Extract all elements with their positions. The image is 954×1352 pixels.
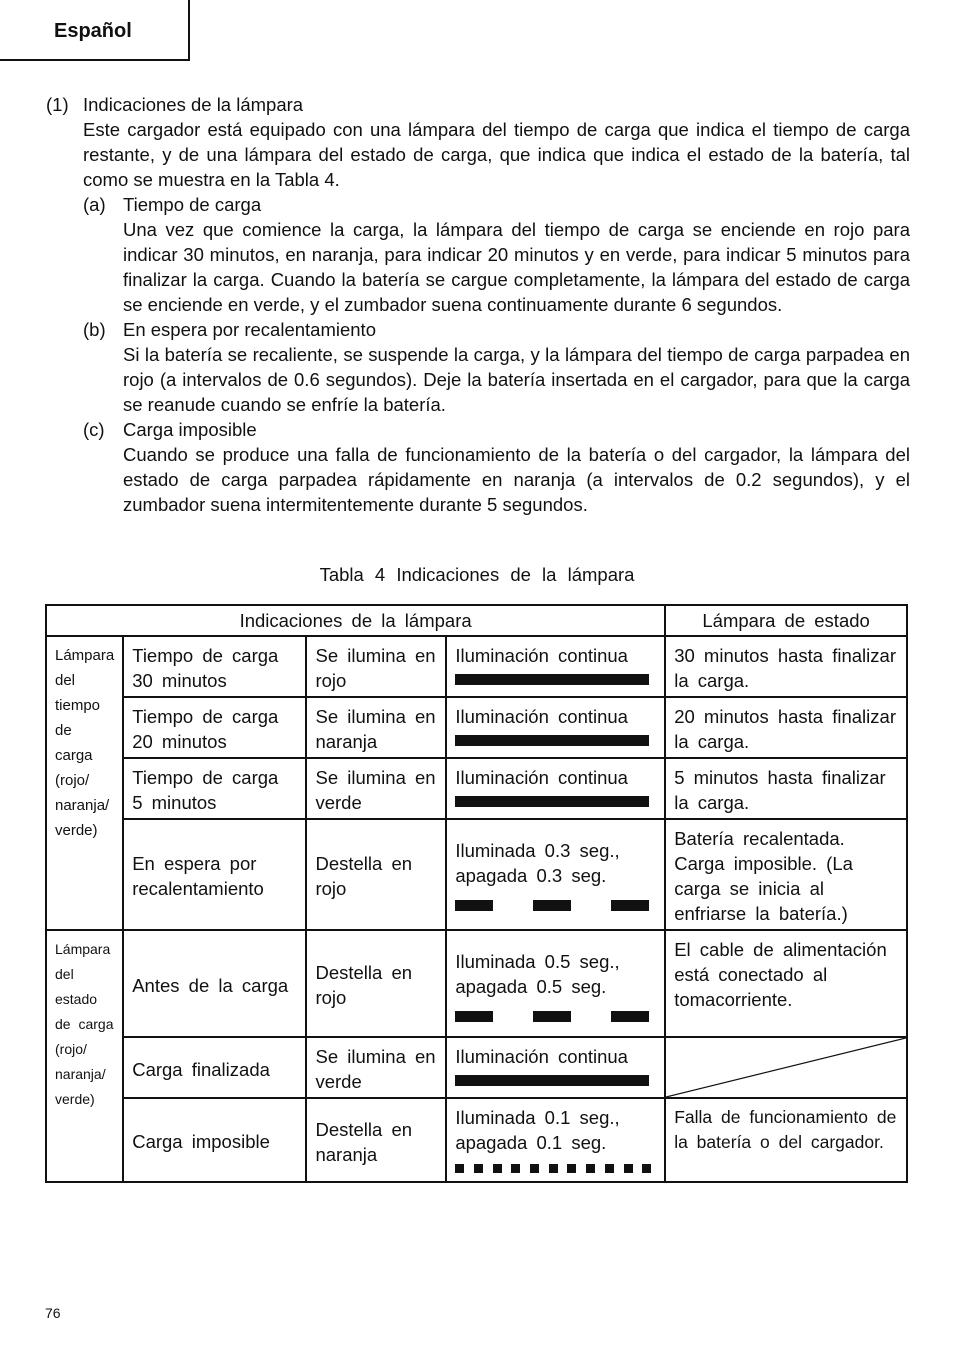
group-charge-time-label: Lámpara del tiempo de carga (rojo/ naranja/ verde) — [46, 636, 123, 930]
row-pattern-cell — [446, 819, 665, 930]
row-pattern: Iluminada 0.5 seg., apagada 0.5 seg. — [455, 951, 620, 997]
row-status: Falla de funcionamiento de la batería o del cargador. — [665, 1098, 907, 1182]
row-status-empty — [665, 1037, 907, 1098]
table-row — [46, 819, 907, 930]
continuous-light-indicator — [455, 796, 649, 807]
row-status: 5 minutos hasta finalizar la carga. — [665, 758, 907, 819]
row-condition: Carga finalizada — [123, 1037, 306, 1098]
row-condition: En espera por recalentamiento — [123, 819, 306, 930]
row-status: Batería recalentada. Carga imposible. (La carga se inicia al enfriarse la batería.) — [665, 819, 907, 930]
table-row — [46, 636, 907, 697]
section-intro: Este cargador está equipado con una lámpara del tiempo de carga que indica el tiempo de carga restante, y de una lámpara del estado de carga, que indica que indica el estado de la batería, tal como se muestra en la Tabla 4. — [83, 119, 910, 190]
item-c-text: Cuando se produce una falla de funcionamiento de la batería o del cargador, la lámpara del estado de carga parpadea rápidamente en naranja (a intervalos de 0.2 segundos), y el zumbador suena intermitentemente durante 5 segundos. — [123, 444, 910, 515]
section-title: Indicaciones de la lámpara — [83, 94, 304, 115]
table-row — [46, 930, 907, 1037]
row-pattern: Iluminación continua — [455, 645, 628, 666]
row-action: Se ilumina en naranja — [306, 697, 446, 758]
row-pattern-cell — [446, 1098, 665, 1182]
row-pattern: Iluminada 0.3 seg., apagada 0.3 seg. — [455, 840, 620, 886]
group-charge-status-label: Lámpara del estado de carga (rojo/ naranja/ verde) — [46, 930, 123, 1182]
row-pattern-cell — [446, 636, 665, 697]
item-a-label: (a) — [83, 194, 106, 215]
row-pattern: Iluminación continua — [455, 706, 628, 727]
page-number: 76 — [45, 1305, 61, 1321]
section-number: (1) — [46, 94, 69, 115]
row-pattern: Iluminada 0.1 seg., apagada 0.1 seg. — [455, 1107, 620, 1153]
item-b-text: Si la batería se recaliente, se suspende la carga, y la lámpara del tiempo de carga parpadea en rojo (a intervalos de 0.6 segundos). Deje la batería insertada en el cargador, para que la carga se reanude cuando se enfríe la batería. — [123, 344, 910, 415]
row-condition: Carga imposible — [123, 1098, 306, 1182]
item-c-title: Carga imposible — [123, 419, 257, 440]
language-label: Español — [54, 20, 132, 42]
row-action: Se ilumina en verde — [306, 1037, 446, 1098]
lamp-indications-table — [45, 604, 908, 1183]
row-pattern-cell — [446, 930, 665, 1037]
row-condition: Antes de la carga — [123, 930, 306, 1037]
blink-indicator — [455, 900, 649, 911]
row-action: Se ilumina en rojo — [306, 636, 446, 697]
item-a-text: Una vez que comience la carga, la lámpara del tiempo de carga se enciende en rojo para indicar 30 minutos, en naranja, para indicar 20 minutos y en verde, para indicar 5 minutos para finalizar la carga. Cuando la batería se cargue completamente, la lámpara del estado de carga se enciende en verde, y el zumbador suena continuamente durante 6 segundos. — [123, 219, 910, 315]
row-condition: Tiempo de carga 30 minutos — [123, 636, 306, 697]
table-header-row — [46, 605, 907, 636]
item-b-label: (b) — [83, 319, 106, 340]
row-action: Destella en rojo — [306, 930, 446, 1037]
row-status: 30 minutos hasta finalizar la carga. — [665, 636, 907, 697]
row-condition: Tiempo de carga 5 minutos — [123, 758, 306, 819]
section-instructions — [46, 92, 910, 517]
continuous-light-indicator — [455, 735, 649, 746]
row-pattern-cell — [446, 697, 665, 758]
item-a-title: Tiempo de carga — [123, 194, 262, 215]
table-row — [46, 1037, 907, 1098]
continuous-light-indicator — [455, 674, 649, 685]
row-condition: Tiempo de carga 20 minutos — [123, 697, 306, 758]
table-row — [46, 697, 907, 758]
blink-indicator — [455, 1011, 649, 1022]
row-pattern-cell — [446, 758, 665, 819]
row-pattern-cell — [446, 1037, 665, 1098]
language-tab — [0, 0, 190, 61]
header-indications: Indicaciones de la lámpara — [46, 605, 665, 636]
row-action: Destella en naranja — [306, 1098, 446, 1182]
table-row — [46, 1098, 907, 1182]
item-c-label: (c) — [83, 419, 105, 440]
item-b-title: En espera por recalentamiento — [123, 319, 376, 340]
rapid-blink-indicator — [455, 1164, 651, 1173]
table-row — [46, 758, 907, 819]
diagonal-line — [666, 1038, 906, 1097]
continuous-light-indicator — [455, 1075, 649, 1086]
table-caption: Tabla 4 Indicaciones de la lámpara — [319, 564, 635, 585]
row-action: Destella en rojo — [306, 819, 446, 930]
row-pattern: Iluminación continua — [455, 1046, 628, 1067]
row-pattern: Iluminación continua — [455, 767, 628, 788]
row-action: Se ilumina en verde — [306, 758, 446, 819]
row-status: El cable de alimentación está conectado al tomacorriente. — [665, 930, 907, 1037]
header-status: Lámpara de estado — [665, 605, 907, 636]
row-status: 20 minutos hasta finalizar la carga. — [665, 697, 907, 758]
